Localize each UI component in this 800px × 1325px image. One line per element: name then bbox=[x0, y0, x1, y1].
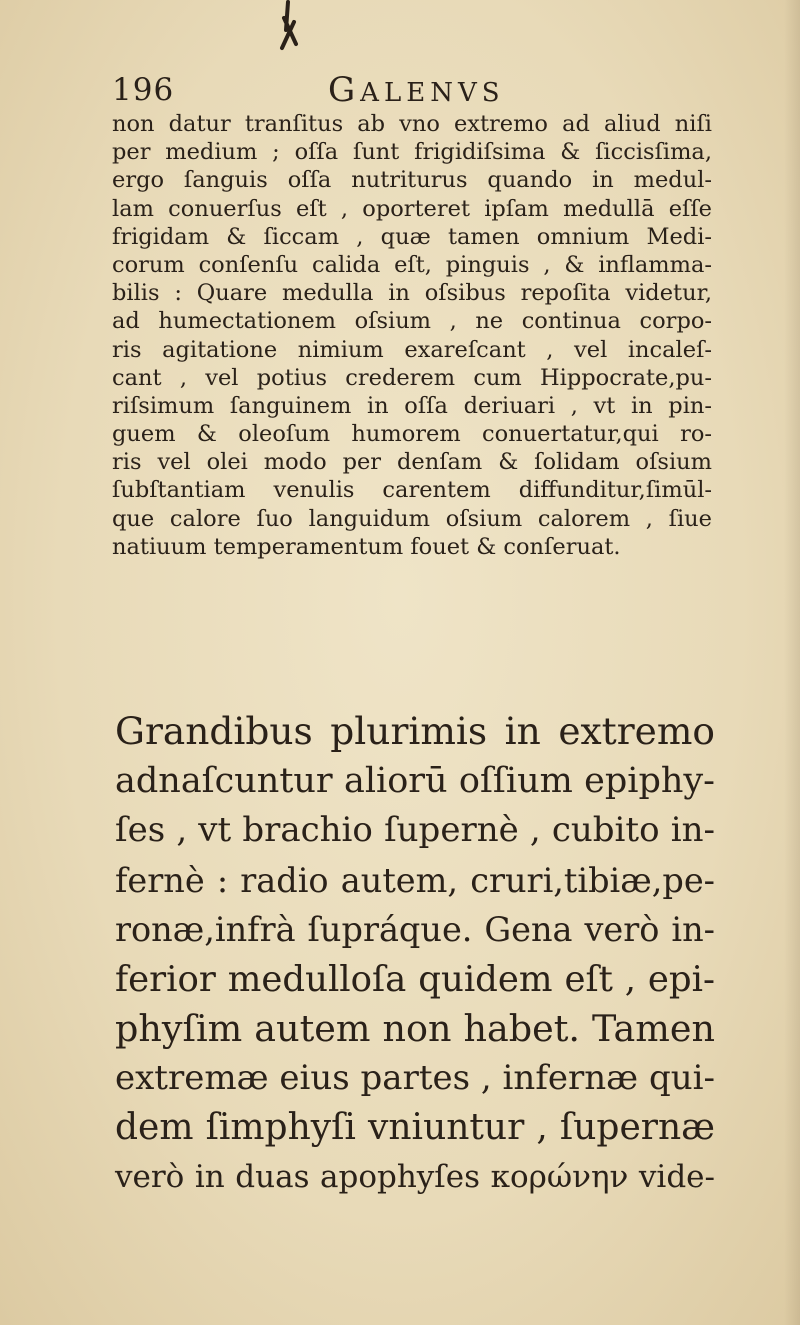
page-number: 196 bbox=[112, 72, 175, 108]
paragraph-small-text bbox=[112, 110, 712, 561]
text-line: ris vel olei modo per denſam & ſolidam oſsium bbox=[112, 449, 712, 476]
text-line: ad humectationem oſsium , ne continua corpo- bbox=[112, 308, 712, 335]
paragraph-large-text bbox=[115, 707, 715, 1202]
text-line: Grandibus plurimis in extremo bbox=[115, 709, 715, 753]
text-line: guem & oleoſum humorem conuertatur,qui ro- bbox=[112, 421, 712, 448]
text-line: lam conuerſus eſt , oporteret ipſam medullā eſſe bbox=[112, 195, 712, 222]
text-line: ronæ,infrà ſupráque. Gena verò in- bbox=[115, 910, 715, 949]
text-line: dem ſimphyſi vniuntur , ſupernæ bbox=[115, 1107, 715, 1148]
text-line: que calore ſuo languidum oſsium calorem , ſiue bbox=[112, 505, 712, 532]
text-line: riſsimum ſanguinem in oſſa deriuari , vt in pin- bbox=[112, 392, 712, 419]
ink-mark-icon bbox=[272, 0, 312, 60]
running-head bbox=[328, 70, 505, 110]
text-line: bilis : Quare medulla in oſsibus repoſita videtur, bbox=[112, 280, 712, 307]
text-line: ſes , vt brachio ſupernè , cubito in- bbox=[115, 810, 715, 850]
text-line: cant , vel potius crederem cum Hippocrate,pu- bbox=[112, 364, 712, 391]
page-edge-shadow bbox=[784, 0, 800, 1325]
text-line: frigidam & ſiccam , quæ tamen omnium Medi- bbox=[112, 223, 712, 250]
text-line: corum conſenſu calida eſt, pinguis , & inflamma- bbox=[112, 251, 712, 278]
text-line: phyſim autem non habet. Tamen bbox=[115, 1007, 715, 1050]
text-line: per medium ; oſſa ſunt frigidiſsima & ſiccisſima, bbox=[112, 139, 712, 166]
text-line: adnaſcuntur aliorū oſſium epiphy- bbox=[115, 760, 715, 801]
text-line: fernè : radio autem, cruri,tibiæ,pe- bbox=[115, 860, 715, 900]
text-line: verò in duas apophyſes κορώνην vide- bbox=[115, 1158, 715, 1195]
text-line: ſubſtantiam venulis carentem diffunditur,ſimūl- bbox=[112, 477, 712, 504]
text-line: ferior medulloſa quidem eſt , epi- bbox=[115, 958, 715, 1000]
text-line: non datur tranſitus ab vno extremo ad aliud niſi bbox=[112, 111, 712, 137]
text-line: extremæ eius partes , infernæ qui- bbox=[115, 1057, 715, 1098]
text-line: ris agitatione nimium exareſcant , vel incaleſ- bbox=[112, 336, 712, 363]
text-line: ergo ſanguis oſſa nutriturus quando in medul- bbox=[112, 167, 712, 194]
text-line: natiuum temperamentum fouet & conſeruat. bbox=[112, 533, 621, 560]
running-head-rest: ALENVS bbox=[360, 78, 505, 108]
running-head-initial: G bbox=[328, 70, 361, 110]
